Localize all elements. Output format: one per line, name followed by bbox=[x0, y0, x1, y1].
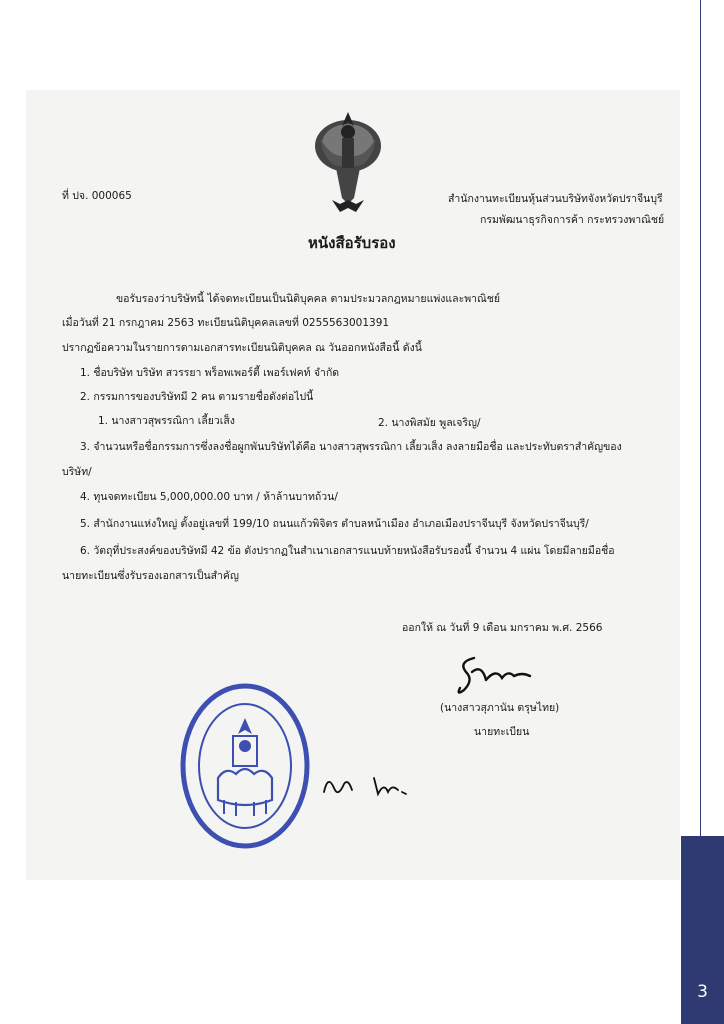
document-title: หนังสือรับรอง bbox=[308, 234, 396, 252]
item-registered-capital: 4. ทุนจดทะเบียน 5,000,000.00 บาท / ห้าล้านบาทถ้วน/ bbox=[80, 491, 338, 503]
intro-line-3: ปรากฏข้อความในรายการตามเอกสารทะเบียนนิติบุคคล ณ วันออกหนังสือนี้ ดังนี้ bbox=[62, 342, 422, 354]
director-1: 1. นางสาวสุพรรณิกา เลี้ยวเส็ง bbox=[98, 415, 235, 427]
item-company-name: 1. ชื่อบริษัท บริษัท สวรรยา พร็อพเพอร์ตี้ เพอร์เฟคท์ จำกัด bbox=[80, 367, 340, 379]
item-directors: 2. กรรมการของบริษัทมี 2 คน ตามรายชื่อดังต่อไปนี้ bbox=[80, 391, 314, 403]
director-signatures bbox=[318, 770, 414, 806]
item-authorized-signatory-line-1: 3. จำนวนหรือชื่อกรรมการซึ่งลงชื่อผูกพันบริษัทได้คือ นางสาวสุพรรณิกา เลี้ยวเส็ง ลงลายมือชื่อ และประทับตราสำคัญของ bbox=[80, 441, 622, 453]
page-edge-line bbox=[700, 0, 701, 836]
garuda-emblem-icon bbox=[312, 108, 384, 218]
page-number: 3 bbox=[697, 982, 708, 1002]
registrar-name: (นางสาวสุภานัน ตรุษไทย) bbox=[440, 702, 560, 714]
department-name: กรมพัฒนาธุรกิจการค้า กระทรวงพาณิชย์ bbox=[480, 214, 665, 226]
office-name: สำนักงานทะเบียนหุ้นส่วนบริษัทจังหวัดปราจีนบุรี bbox=[448, 193, 663, 205]
intro-line-2: เมื่อวันที่ 21 กรกฎาคม 2563 ทะเบียนนิติบุคคลเลขที่ 0255563001391 bbox=[62, 317, 390, 329]
item-authorized-signatory-line-2: บริษัท/ bbox=[62, 466, 92, 478]
registrar-signature bbox=[452, 650, 552, 700]
item-objectives-line-1: 6. วัตถุที่ประสงค์ของบริษัทมี 42 ข้อ ดังปรากฏในสำเนาเอกสารแนบท้ายหนังสือรับรองนี้ จำนวน 4 แผ่น โดยมีลายมือชื่อ bbox=[80, 545, 615, 557]
director-2: 2. นางพิสมัย พูลเจริญ/ bbox=[378, 417, 481, 429]
item-objectives-line-2: นายทะเบียนซึ่งรับรองเอกสารเป็นสำคัญ bbox=[62, 570, 239, 582]
page-number-tab bbox=[681, 836, 724, 1024]
issue-date: ออกให้ ณ วันที่ 9 เดือน มกราคม พ.ศ. 2566 bbox=[402, 622, 603, 634]
registrar-title: นายทะเบียน bbox=[474, 726, 530, 738]
company-seal-icon bbox=[178, 682, 312, 850]
item-head-office: 5. สำนักงานแห่งใหญ่ ตั้งอยู่เลขที่ 199/10 ถนนแก้วพิจิตร ตำบลหน้าเมือง อำเภอเมืองปราจีนบุรี จังหวัดปราจีนบุรี/ bbox=[80, 518, 589, 530]
reference-number: ที่ ปจ. 000065 bbox=[62, 190, 132, 202]
intro-line-1: ขอรับรองว่าบริษัทนี้ ได้จดทะเบียนเป็นนิติบุคคล ตามประมวลกฎหมายแพ่งและพาณิชย์ bbox=[116, 293, 501, 305]
